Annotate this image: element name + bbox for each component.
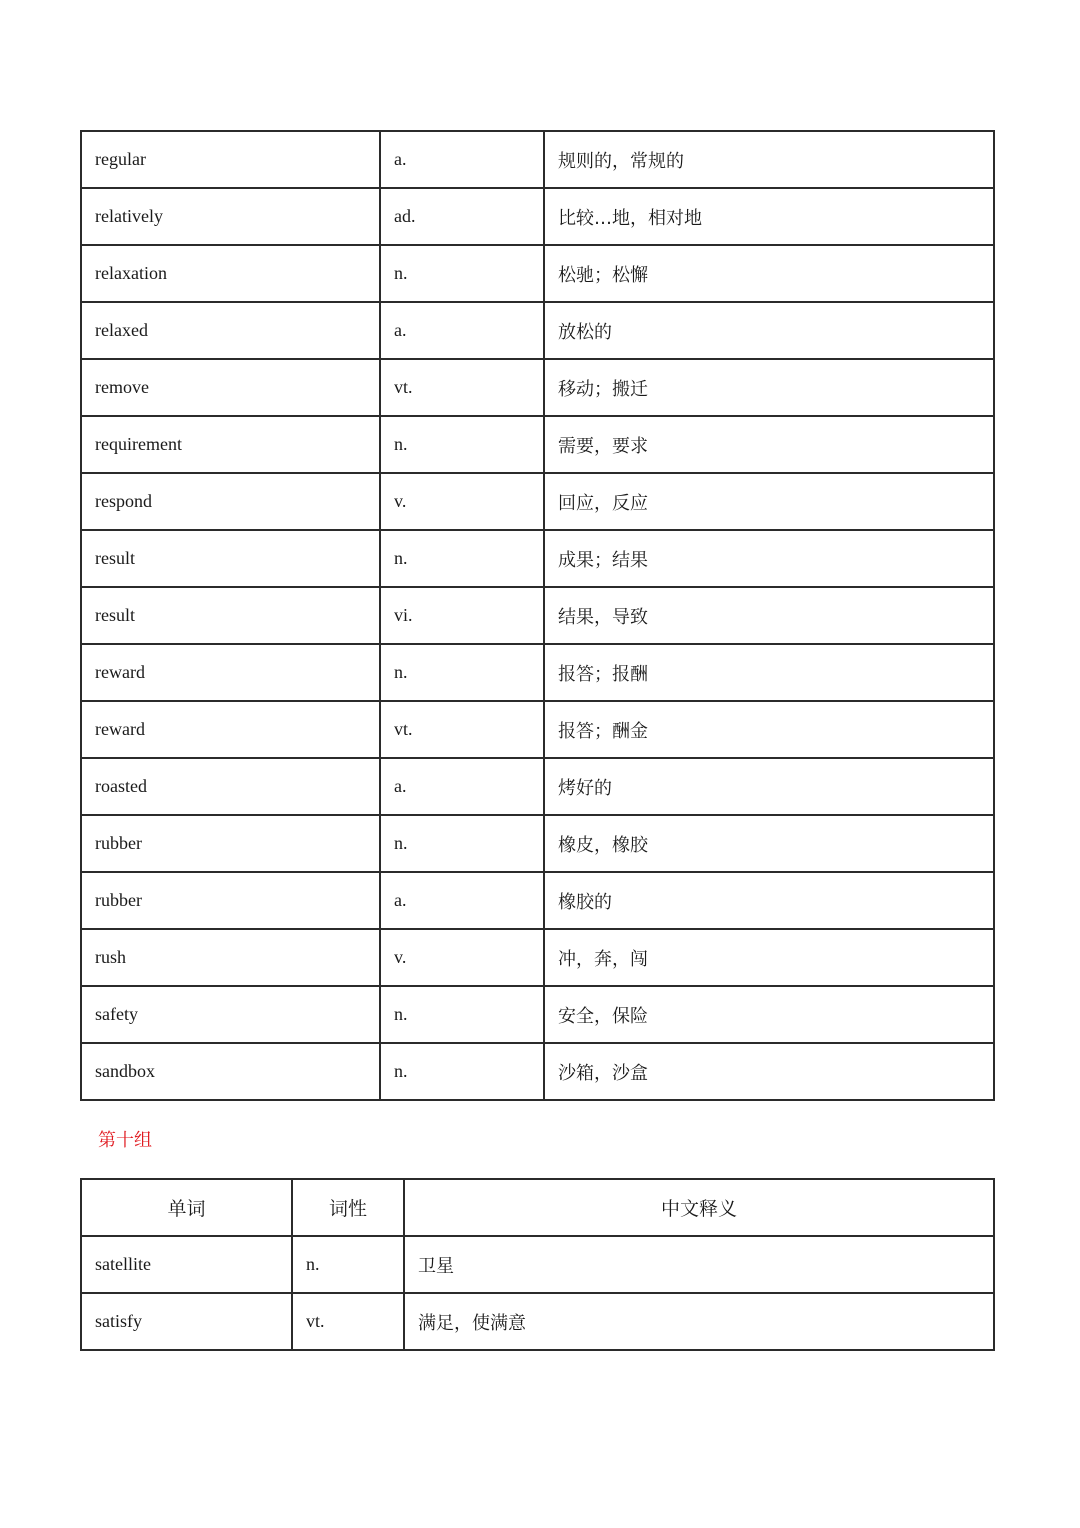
table-row — [81, 1043, 994, 1100]
table-row — [81, 131, 994, 188]
part-of-speech-cell: a. — [380, 872, 544, 929]
word-cell: requirement — [81, 416, 380, 473]
meaning-cell: 移动；搬迁 — [544, 359, 994, 416]
word-cell: roasted — [81, 758, 380, 815]
vocabulary-table-body — [81, 1236, 994, 1350]
meaning-cell: 规则的，常规的 — [544, 131, 994, 188]
word-cell: rubber — [81, 872, 380, 929]
word-cell: rush — [81, 929, 380, 986]
table-row — [81, 530, 994, 587]
word-cell: satisfy — [81, 1293, 292, 1350]
part-of-speech-cell: vi. — [380, 587, 544, 644]
meaning-cell: 成果；结果 — [544, 530, 994, 587]
table-row — [81, 302, 994, 359]
header-row — [81, 1179, 994, 1236]
part-of-speech-cell: v. — [380, 473, 544, 530]
table-row — [81, 815, 994, 872]
word-cell: regular — [81, 131, 380, 188]
table-row — [81, 644, 994, 701]
header-meaning: 中文释义 — [404, 1179, 994, 1236]
word-cell: result — [81, 530, 380, 587]
word-cell: reward — [81, 701, 380, 758]
part-of-speech-cell: vt. — [380, 701, 544, 758]
table-row — [81, 701, 994, 758]
meaning-cell: 烤好的 — [544, 758, 994, 815]
table-row — [81, 188, 994, 245]
meaning-cell: 橡胶的 — [544, 872, 994, 929]
part-of-speech-cell: n. — [380, 986, 544, 1043]
part-of-speech-cell: n. — [380, 1043, 544, 1100]
part-of-speech-cell: a. — [380, 758, 544, 815]
table-row — [81, 416, 994, 473]
meaning-cell: 松驰；松懈 — [544, 245, 994, 302]
meaning-cell: 满足，使满意 — [404, 1293, 994, 1350]
word-cell: relaxed — [81, 302, 380, 359]
word-cell: sandbox — [81, 1043, 380, 1100]
word-cell: rubber — [81, 815, 380, 872]
word-cell: remove — [81, 359, 380, 416]
meaning-cell: 安全，保险 — [544, 986, 994, 1043]
meaning-cell: 沙箱，沙盒 — [544, 1043, 994, 1100]
word-cell: relaxation — [81, 245, 380, 302]
vocabulary-table-continued — [80, 130, 995, 1101]
table-row — [81, 758, 994, 815]
part-of-speech-cell: n. — [292, 1236, 404, 1293]
part-of-speech-cell: n. — [380, 815, 544, 872]
table-row — [81, 473, 994, 530]
meaning-cell: 回应，反应 — [544, 473, 994, 530]
table-row — [81, 359, 994, 416]
meaning-cell: 报答；酬金 — [544, 701, 994, 758]
word-cell: result — [81, 587, 380, 644]
word-cell: respond — [81, 473, 380, 530]
part-of-speech-cell: v. — [380, 929, 544, 986]
meaning-cell: 报答；报酬 — [544, 644, 994, 701]
table-row — [81, 587, 994, 644]
meaning-cell: 放松的 — [544, 302, 994, 359]
meaning-cell: 冲，奔，闯 — [544, 929, 994, 986]
table-header — [81, 1179, 994, 1236]
table-row — [81, 245, 994, 302]
meaning-cell: 比较…地，相对地 — [544, 188, 994, 245]
table-row — [81, 929, 994, 986]
vocabulary-table-group-10 — [80, 1178, 995, 1351]
table-row — [81, 1293, 994, 1350]
meaning-cell: 卫星 — [404, 1236, 994, 1293]
meaning-cell: 橡皮，橡胶 — [544, 815, 994, 872]
table-row — [81, 872, 994, 929]
meaning-cell: 需要，要求 — [544, 416, 994, 473]
part-of-speech-cell: a. — [380, 302, 544, 359]
word-cell: safety — [81, 986, 380, 1043]
part-of-speech-cell: vt. — [292, 1293, 404, 1350]
table-row — [81, 1236, 994, 1293]
part-of-speech-cell: vt. — [380, 359, 544, 416]
meaning-cell: 结果，导致 — [544, 587, 994, 644]
part-of-speech-cell: n. — [380, 416, 544, 473]
group-heading: 第十组 — [98, 1130, 152, 1151]
part-of-speech-cell: ad. — [380, 188, 544, 245]
word-cell: reward — [81, 644, 380, 701]
part-of-speech-cell: n. — [380, 644, 544, 701]
part-of-speech-cell: a. — [380, 131, 544, 188]
table-row — [81, 986, 994, 1043]
part-of-speech-cell: n. — [380, 530, 544, 587]
header-word: 单词 — [81, 1179, 292, 1236]
part-of-speech-cell: n. — [380, 245, 544, 302]
word-cell: satellite — [81, 1236, 292, 1293]
header-part-of-speech: 词性 — [292, 1179, 404, 1236]
vocabulary-table-body — [81, 131, 994, 1100]
word-cell: relatively — [81, 188, 380, 245]
